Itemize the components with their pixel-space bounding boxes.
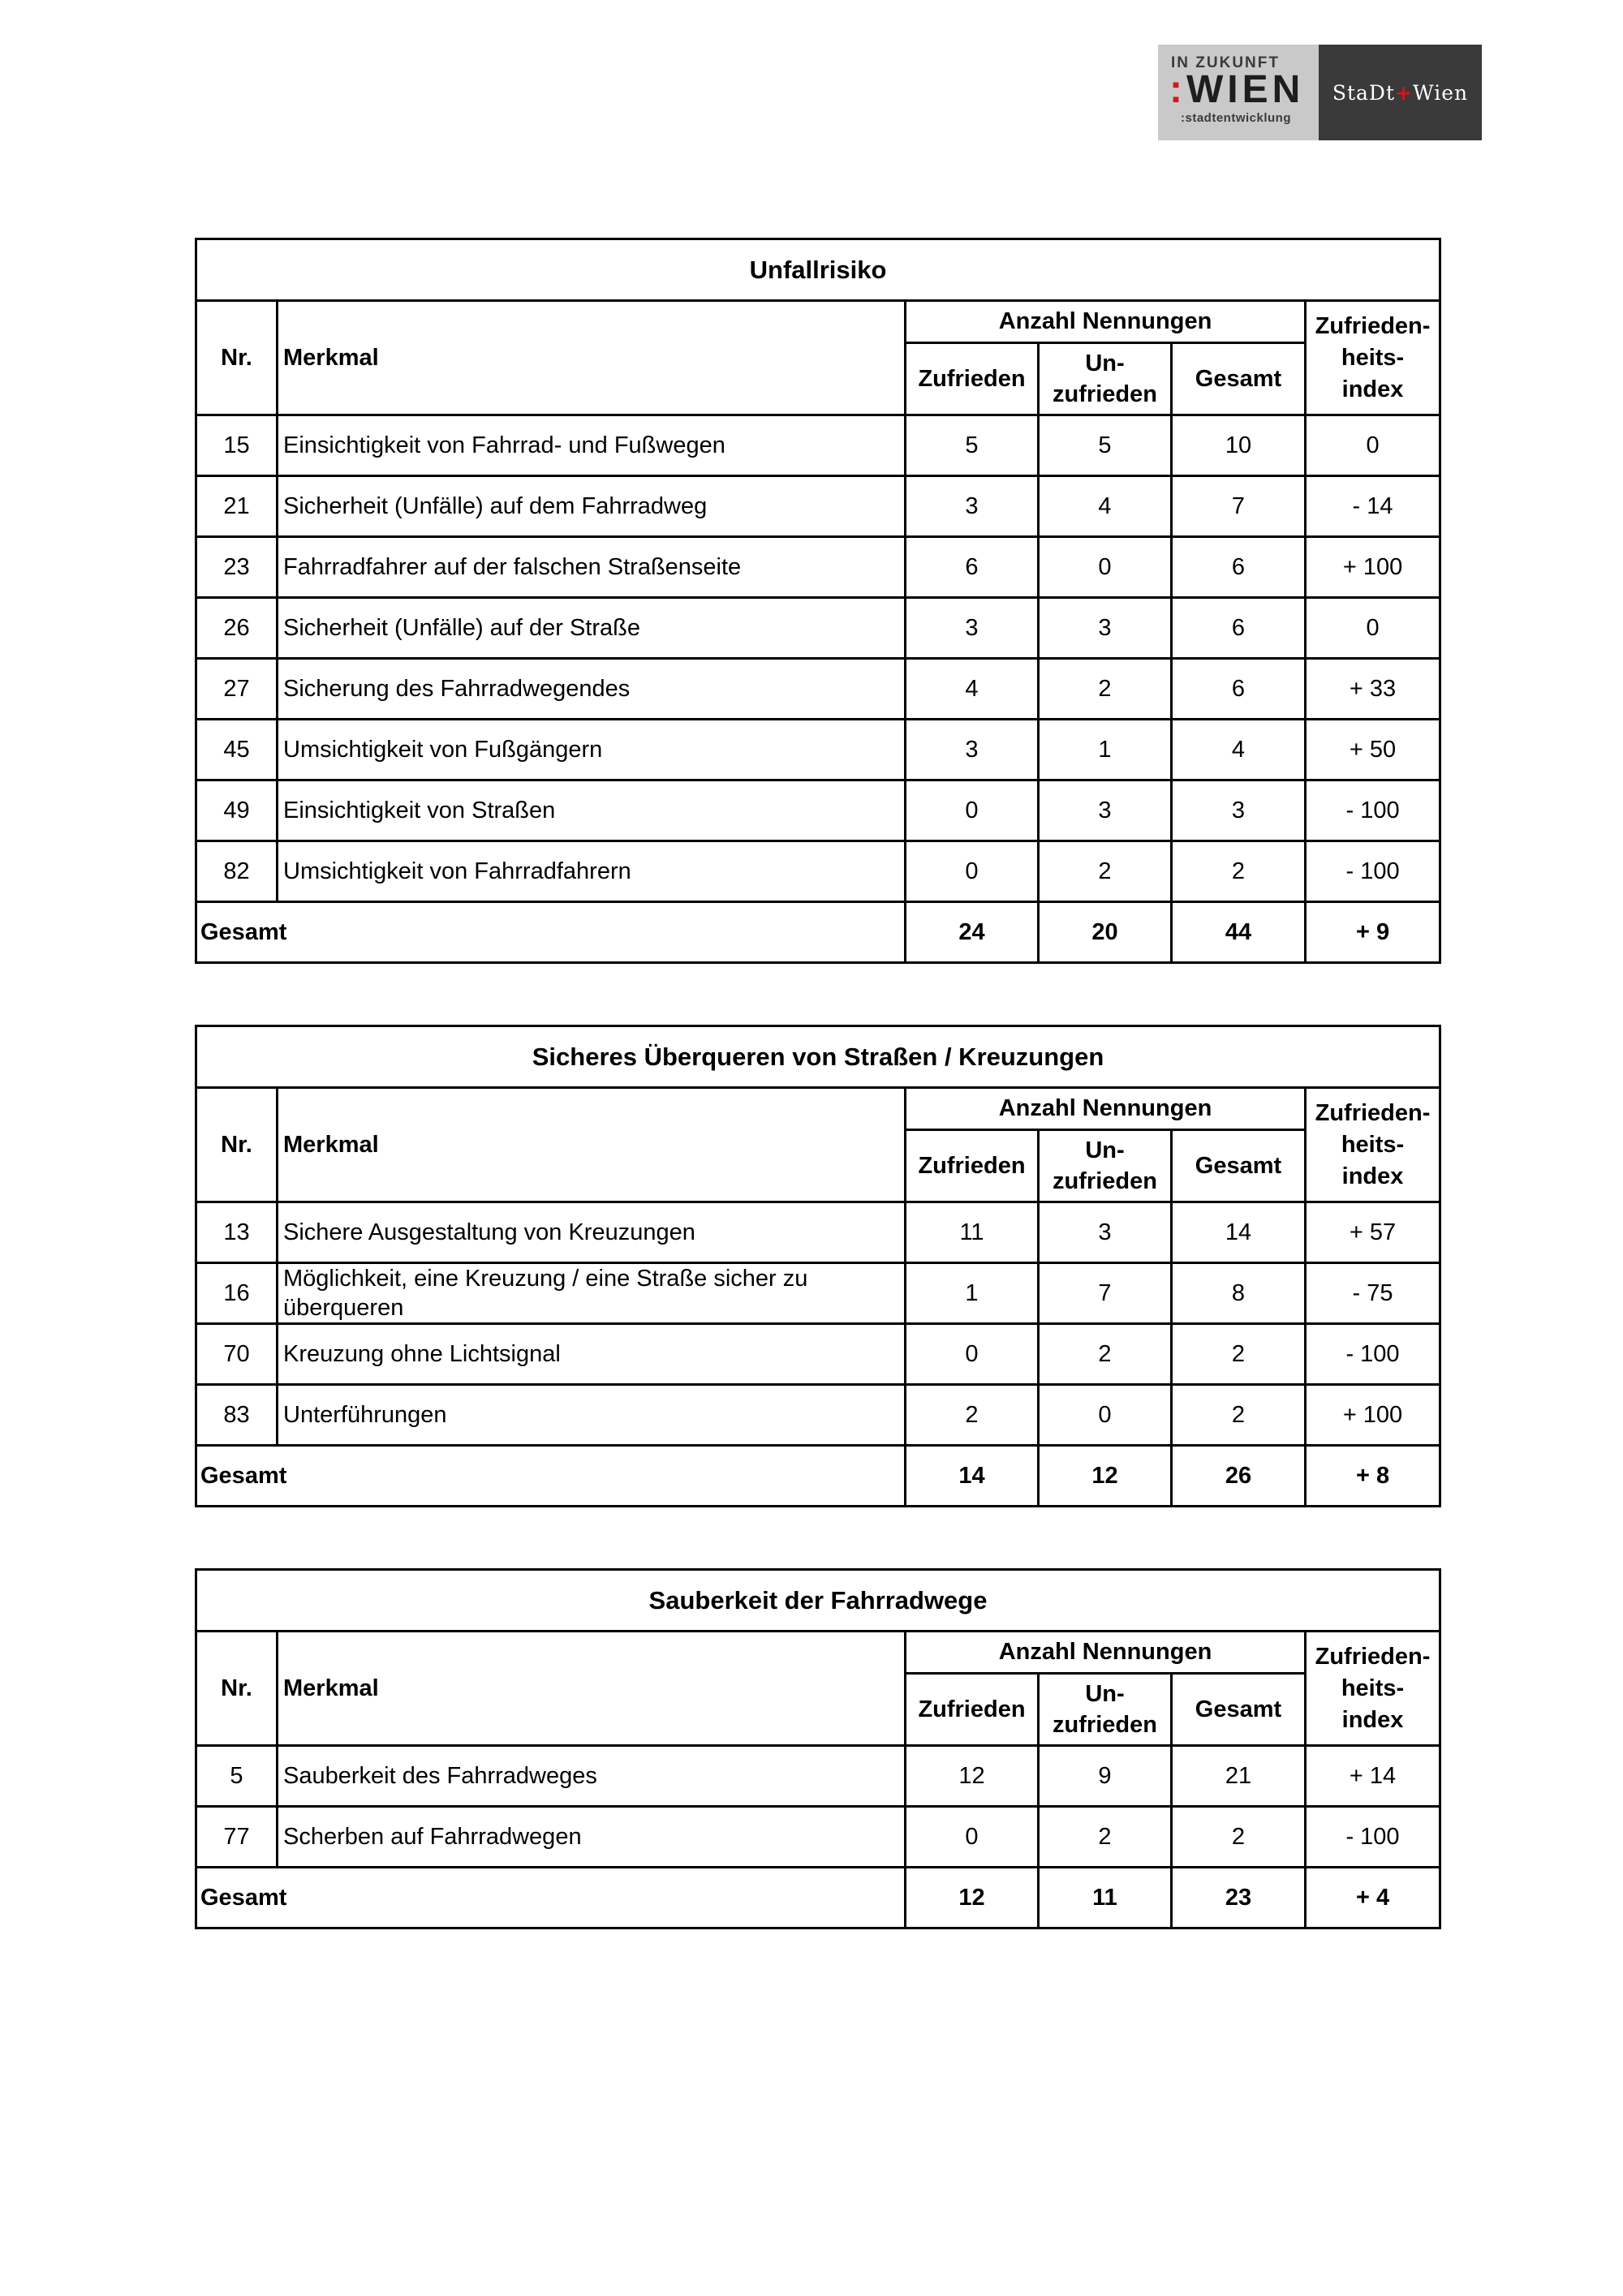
cell-index: + 100 — [1306, 537, 1440, 598]
cell-merkmal: Sicherheit (Unfälle) auf dem Fahrradweg — [278, 476, 906, 537]
cell-gesamt: 2 — [1172, 841, 1306, 902]
cell-gesamt: 3 — [1172, 780, 1306, 841]
cell-index: + 57 — [1306, 1202, 1440, 1263]
header-zufriedenheitsindex: Zufrieden- heits- index — [1306, 301, 1440, 415]
cell-zufrieden: 6 — [906, 537, 1039, 598]
cell-index: - 14 — [1306, 476, 1440, 537]
header-unzufrieden: Un- zufrieden — [1039, 1130, 1172, 1202]
header-nr: Nr. — [196, 1632, 278, 1746]
cell-gesamt: 2 — [1172, 1324, 1306, 1385]
cell-nr: 49 — [196, 780, 278, 841]
cell-unzufrieden: 2 — [1039, 1324, 1172, 1385]
cell-unzufrieden: 2 — [1039, 841, 1172, 902]
cell-zufrieden: 3 — [906, 598, 1039, 659]
cell-index: - 100 — [1306, 1324, 1440, 1385]
cell-zufrieden: 4 — [906, 659, 1039, 720]
cell-merkmal: Sicherung des Fahrradwegendes — [278, 659, 906, 720]
cell-unzufrieden: 0 — [1039, 1385, 1172, 1446]
table-row — [196, 1324, 1440, 1385]
cell-nr: 83 — [196, 1385, 278, 1446]
total-gesamt: 26 — [1172, 1446, 1306, 1507]
cell-merkmal: Einsichtigkeit von Fahrrad- und Fußwegen — [278, 415, 906, 476]
cell-zufrieden: 3 — [906, 476, 1039, 537]
cell-gesamt: 2 — [1172, 1385, 1306, 1446]
logo-big-text: :WIEN — [1169, 68, 1305, 111]
cell-unzufrieden: 3 — [1039, 598, 1172, 659]
cell-unzufrieden: 2 — [1039, 659, 1172, 720]
cell-zufrieden: 5 — [906, 415, 1039, 476]
header-nr: Nr. — [196, 301, 278, 415]
cell-gesamt: 6 — [1172, 659, 1306, 720]
table-row — [196, 1263, 1440, 1324]
cell-nr: 15 — [196, 415, 278, 476]
table-row — [196, 1746, 1440, 1807]
cell-index: - 75 — [1306, 1263, 1440, 1324]
header-anzahl-nennungen: Anzahl Nennungen — [906, 1632, 1306, 1674]
header-anzahl-nennungen: Anzahl Nennungen — [906, 301, 1306, 343]
logo-top-text: IN ZUKUNFT — [1171, 54, 1280, 71]
cell-merkmal: Umsichtigkeit von Fahrradfahrern — [278, 841, 906, 902]
cell-merkmal: Kreuzung ohne Lichtsignal — [278, 1324, 906, 1385]
cell-unzufrieden: 1 — [1039, 720, 1172, 780]
cell-zufrieden: 0 — [906, 1807, 1039, 1868]
cell-gesamt: 14 — [1172, 1202, 1306, 1263]
table-row — [196, 415, 1440, 476]
cell-index: 0 — [1306, 415, 1440, 476]
cell-merkmal: Umsichtigkeit von Fußgängern — [278, 720, 906, 780]
cell-zufrieden: 12 — [906, 1746, 1039, 1807]
header-anzahl-nennungen: Anzahl Nennungen — [906, 1088, 1306, 1130]
header-gesamt: Gesamt — [1172, 1674, 1306, 1746]
logo-sub-text: :stadtentwicklung — [1181, 111, 1292, 125]
header-unzufrieden: Un- zufrieden — [1039, 343, 1172, 415]
table-title: Sicheres Überqueren von Straßen / Kreuzungen — [196, 1026, 1440, 1088]
header-unzufrieden: Un- zufrieden — [1039, 1674, 1172, 1746]
table-row — [196, 720, 1440, 780]
header-merkmal: Merkmal — [278, 301, 906, 415]
rating-table-3 — [195, 1568, 1441, 1929]
total-row — [196, 902, 1440, 963]
rating-table-1 — [195, 238, 1441, 964]
cell-unzufrieden: 3 — [1039, 780, 1172, 841]
cell-unzufrieden: 4 — [1039, 476, 1172, 537]
header-merkmal: Merkmal — [278, 1088, 906, 1202]
header-zufrieden: Zufrieden — [906, 1674, 1039, 1746]
cell-unzufrieden: 7 — [1039, 1263, 1172, 1324]
cell-gesamt: 2 — [1172, 1807, 1306, 1868]
cell-gesamt: 6 — [1172, 598, 1306, 659]
cell-index: + 14 — [1306, 1746, 1440, 1807]
total-gesamt: 44 — [1172, 902, 1306, 963]
logo-stadt-wien: StaDt + Wien — [1319, 45, 1482, 140]
header-gesamt: Gesamt — [1172, 1130, 1306, 1202]
cell-unzufrieden: 0 — [1039, 537, 1172, 598]
cell-nr: 26 — [196, 598, 278, 659]
cell-index: - 100 — [1306, 1807, 1440, 1868]
cell-merkmal: Einsichtigkeit von Straßen — [278, 780, 906, 841]
total-zufrieden: 14 — [906, 1446, 1039, 1507]
cell-index: - 100 — [1306, 780, 1440, 841]
cell-nr: 82 — [196, 841, 278, 902]
cell-zufrieden: 0 — [906, 841, 1039, 902]
cell-index: + 33 — [1306, 659, 1440, 720]
cell-gesamt: 4 — [1172, 720, 1306, 780]
cell-zufrieden: 11 — [906, 1202, 1039, 1263]
cell-nr: 45 — [196, 720, 278, 780]
header-zufrieden: Zufrieden — [906, 1130, 1039, 1202]
cell-index: + 100 — [1306, 1385, 1440, 1446]
total-label: Gesamt — [196, 1868, 906, 1928]
cell-index: + 50 — [1306, 720, 1440, 780]
total-zufrieden: 24 — [906, 902, 1039, 963]
total-gesamt: 23 — [1172, 1868, 1306, 1928]
table-row — [196, 537, 1440, 598]
header-nr: Nr. — [196, 1088, 278, 1202]
table-row — [196, 1385, 1440, 1446]
rating-table-2 — [195, 1025, 1441, 1507]
total-index: + 9 — [1306, 902, 1440, 963]
cell-zufrieden: 2 — [906, 1385, 1039, 1446]
cell-zufrieden: 3 — [906, 720, 1039, 780]
cell-nr: 77 — [196, 1807, 278, 1868]
cell-nr: 16 — [196, 1263, 278, 1324]
header-zufriedenheitsindex: Zufrieden- heits- index — [1306, 1088, 1440, 1202]
total-row — [196, 1868, 1440, 1928]
cell-merkmal: Sichere Ausgestaltung von Kreuzungen — [278, 1202, 906, 1263]
cell-gesamt: 7 — [1172, 476, 1306, 537]
total-unzufrieden: 20 — [1039, 902, 1172, 963]
cell-merkmal: Sicherheit (Unfälle) auf der Straße — [278, 598, 906, 659]
cell-nr: 23 — [196, 537, 278, 598]
cell-merkmal: Scherben auf Fahrradwegen — [278, 1807, 906, 1868]
table-row — [196, 598, 1440, 659]
cell-nr: 70 — [196, 1324, 278, 1385]
cell-unzufrieden: 3 — [1039, 1202, 1172, 1263]
cell-nr: 27 — [196, 659, 278, 720]
cell-index: 0 — [1306, 598, 1440, 659]
table-title: Sauberkeit der Fahrradwege — [196, 1570, 1440, 1632]
cell-zufrieden: 1 — [906, 1263, 1039, 1324]
total-unzufrieden: 12 — [1039, 1446, 1172, 1507]
total-index: + 8 — [1306, 1446, 1440, 1507]
header-merkmal: Merkmal — [278, 1632, 906, 1746]
cell-merkmal: Sauberkeit des Fahrradweges — [278, 1746, 906, 1807]
table-row — [196, 1807, 1440, 1868]
cell-gesamt: 21 — [1172, 1746, 1306, 1807]
total-zufrieden: 12 — [906, 1868, 1039, 1928]
header-zufrieden: Zufrieden — [906, 343, 1039, 415]
cell-gesamt: 6 — [1172, 537, 1306, 598]
cell-gesamt: 8 — [1172, 1263, 1306, 1324]
table-row — [196, 780, 1440, 841]
cross-icon: + — [1395, 80, 1413, 105]
cell-gesamt: 10 — [1172, 415, 1306, 476]
cell-unzufrieden: 5 — [1039, 415, 1172, 476]
header-gesamt: Gesamt — [1172, 343, 1306, 415]
cell-zufrieden: 0 — [906, 780, 1039, 841]
header-zufriedenheitsindex: Zufrieden- heits- index — [1306, 1632, 1440, 1746]
table-row — [196, 841, 1440, 902]
total-label: Gesamt — [196, 902, 906, 963]
cell-nr: 13 — [196, 1202, 278, 1263]
cell-merkmal: Unterführungen — [278, 1385, 906, 1446]
total-label: Gesamt — [196, 1446, 906, 1507]
cell-zufrieden: 0 — [906, 1324, 1039, 1385]
cell-merkmal: Möglichkeit, eine Kreuzung / eine Straße sicher zu überqueren — [278, 1263, 906, 1324]
cell-nr: 21 — [196, 476, 278, 537]
cell-unzufrieden: 2 — [1039, 1807, 1172, 1868]
stadt-wien-logo — [1158, 45, 1482, 140]
total-row — [196, 1446, 1440, 1507]
total-index: + 4 — [1306, 1868, 1440, 1928]
cell-unzufrieden: 9 — [1039, 1746, 1172, 1807]
table-row — [196, 476, 1440, 537]
cell-nr: 5 — [196, 1746, 278, 1807]
total-unzufrieden: 11 — [1039, 1868, 1172, 1928]
table-title: Unfallrisiko — [196, 239, 1440, 301]
logo-zukunft-wien — [1158, 45, 1319, 140]
cell-merkmal: Fahrradfahrer auf der falschen Straßenseite — [278, 537, 906, 598]
table-row — [196, 659, 1440, 720]
cell-index: - 100 — [1306, 841, 1440, 902]
table-row — [196, 1202, 1440, 1263]
